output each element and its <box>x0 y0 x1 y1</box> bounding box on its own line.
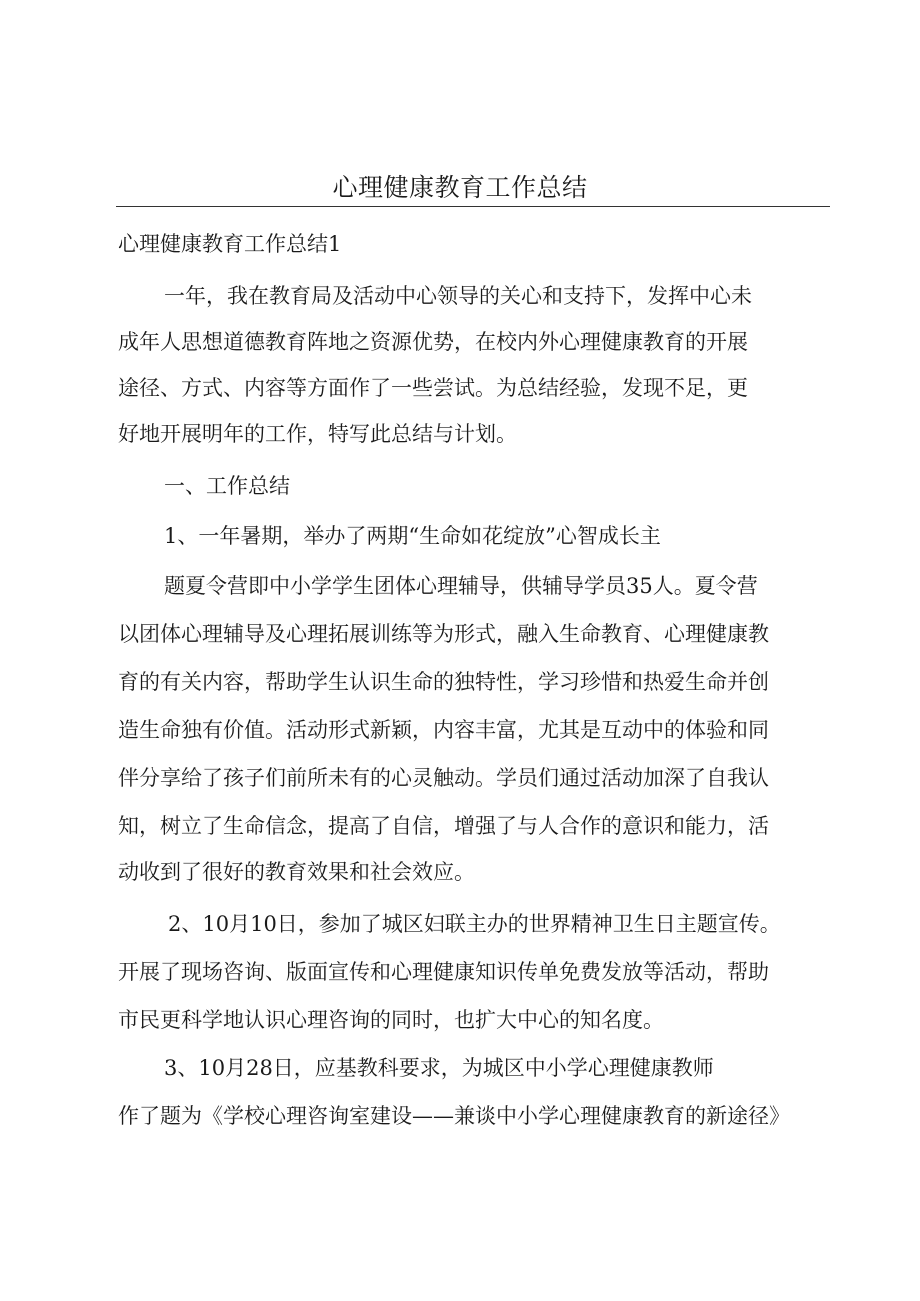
item1-line-8: 动收到了很好的教育效果和社会效应。 <box>118 860 475 884</box>
item1-line-2: 题夏令营即中小学学生团体心理辅导，供辅导学员35人。夏令营 <box>164 574 758 598</box>
item3-line-2: 作了题为《学校心理咨询室建设——兼谈中小学心理健康教育的新途径》 <box>118 1104 790 1128</box>
intro-line-4: 好地开展明年的工作，特写此总结与计划。 <box>118 422 517 446</box>
item1-line-7: 知，树立了生命信念，提高了自信，增强了与人合作的意识和能力，活 <box>118 814 769 838</box>
item1-line-3: 以团体心理辅导及心理拓展训练等为形式，融入生命教育、心理健康教 <box>118 622 769 646</box>
item1-line-4: 育的有关内容，帮助学生认识生命的独特性，学习珍惜和热爱生命并创 <box>118 670 769 694</box>
item2-line-3: 市民更科学地认识心理咨询的同时，也扩大中心的知名度。 <box>118 1008 664 1032</box>
item1-line-5: 造生命独有价值。活动形式新颖，内容丰富，尤其是互动中的体验和同 <box>118 718 769 742</box>
section-subtitle: 心理健康教育工作总结1 <box>118 232 342 256</box>
item1-line-6: 伴分享给了孩子们前所未有的心灵触动。学员们通过活动加深了自我认 <box>118 766 769 790</box>
item2-line-2: 开展了现场咨询、版面宣传和心理健康知识传单免费发放等活动，帮助 <box>118 960 769 984</box>
item3-line-1: 3、10月28日，应基教科要求，为城区中小学心理健康教师 <box>164 1056 714 1080</box>
intro-line-1: 一年，我在教育局及活动中心领导的关心和支持下，发挥中心未 <box>164 284 752 308</box>
item2-line-1: 2、10月10日，参加了城区妇联主办的世界精神卫生日主题宣传。 <box>168 912 781 936</box>
intro-line-3: 途径、方式、内容等方面作了一些尝试。为总结经验，发现不足，更 <box>118 376 748 400</box>
section-heading: 一、工作总结 <box>164 474 290 498</box>
intro-line-2: 成年人思想道德教育阵地之资源优势，在校内外心理健康教育的开展 <box>118 330 748 354</box>
document-title: 心理健康教育工作总结 <box>332 173 588 202</box>
title-divider <box>116 206 830 207</box>
item1-line-1: 1、一年暑期，举办了两期“生命如花绽放”心智成长主 <box>164 524 661 548</box>
